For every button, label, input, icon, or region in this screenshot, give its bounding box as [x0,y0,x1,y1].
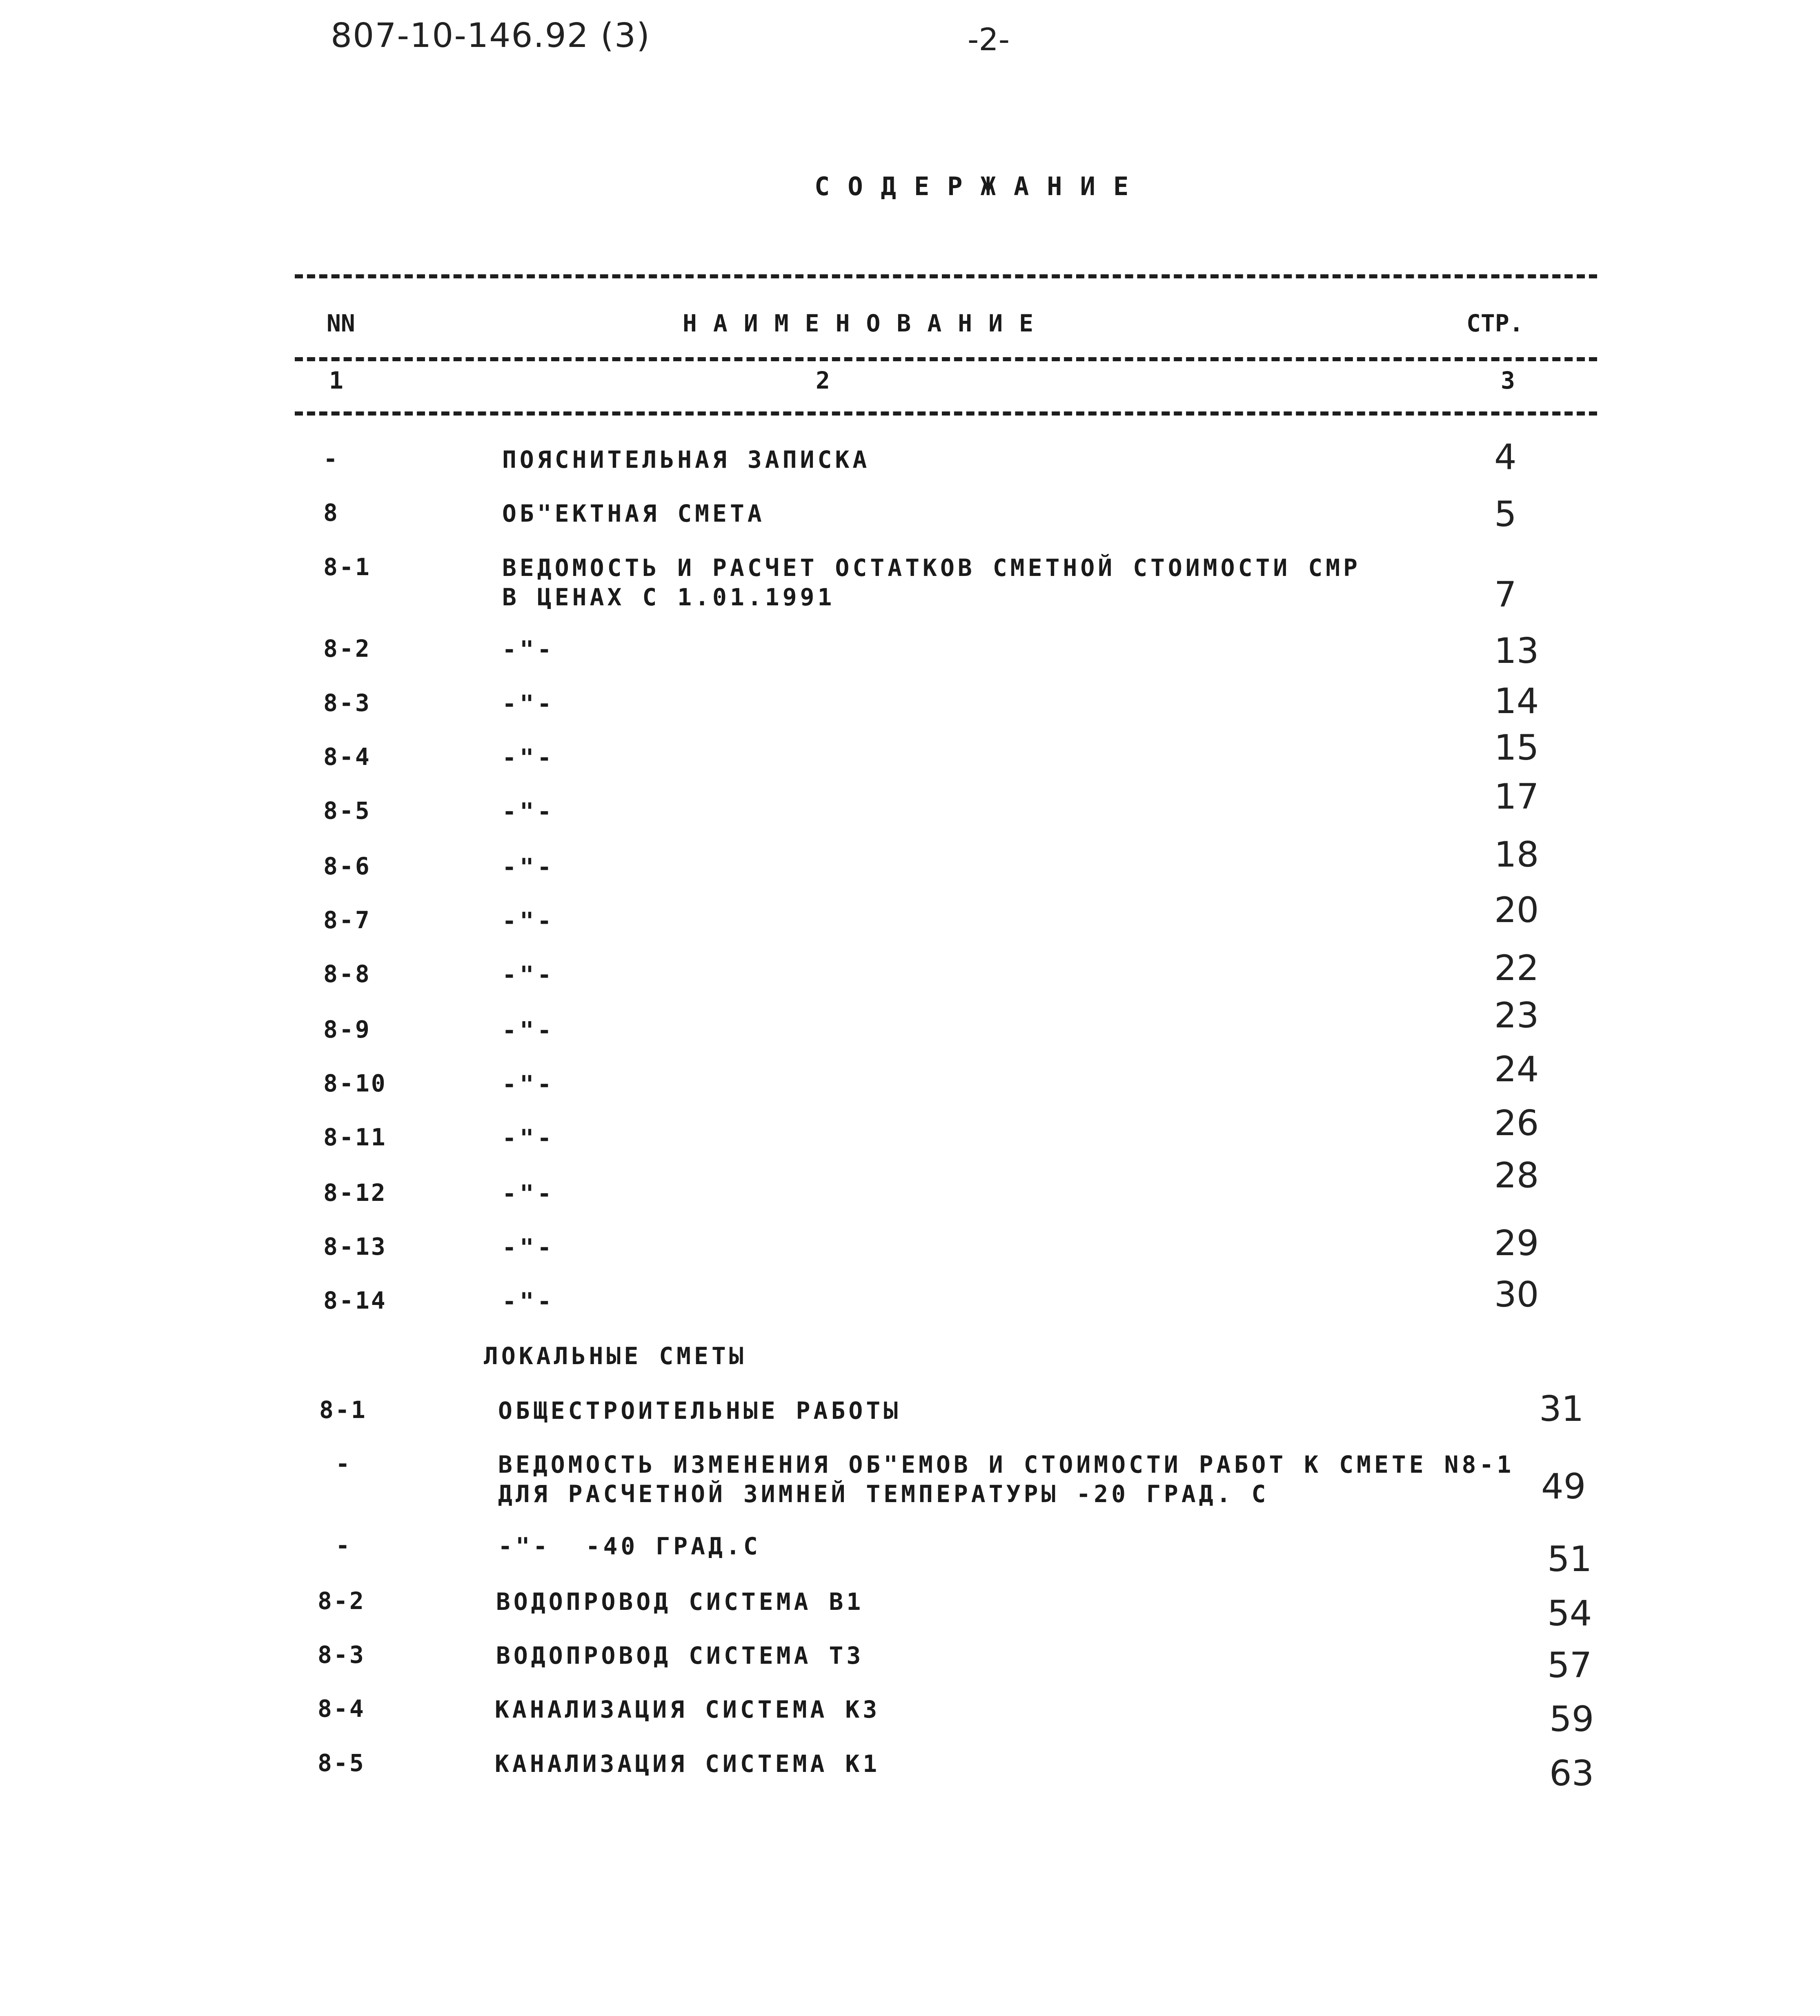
table-row [0,890,1820,955]
table-top-rule [295,274,1597,278]
row-page: 4 [1494,437,1517,478]
row-page: 28 [1494,1155,1539,1196]
row-page: 51 [1547,1539,1592,1580]
row-code: 8-4 [323,743,371,771]
contents-title: СОДЕРЖАНИЕ [814,171,1147,201]
row-code: 8-2 [323,635,371,662]
column-header-page: СТР. [1466,309,1524,337]
table-row [0,1274,1820,1336]
column-number-3: 3 [1501,367,1515,394]
table-row [0,631,1820,684]
row-code: 8-3 [318,1641,365,1669]
row-page: 13 [1494,631,1539,671]
row-name: -"- [502,1287,555,1315]
row-code: 8-4 [318,1695,365,1723]
table-row [0,1695,1820,1744]
row-code: 8-1 [319,1396,367,1424]
row-name: -"- [502,1180,555,1207]
row-code: 8-5 [323,797,371,825]
table-row [0,1641,1820,1690]
row-page: 31 [1539,1389,1584,1429]
row-name: ВЕДОМОСТЬ И РАСЧЕТ ОСТАТКОВ СМЕТНОЙ СТОИМОСТИ СМР В ЦЕНАХ С 1.01.1991 [502,554,1361,611]
table-row [0,1049,1820,1118]
row-name: -"- [502,1016,555,1044]
table-row [0,1531,1820,1580]
table-row [0,437,1820,494]
row-name: -"- -40 ГРАД.С [498,1532,761,1560]
row-page: 23 [1494,995,1539,1036]
row-name: ВОДОПРОВОД СИСТЕМА В1 [496,1588,864,1616]
table-row [0,834,1820,901]
document-code: 807-10-146.92 (3) [331,16,651,55]
row-code: 8-11 [323,1123,387,1151]
row-name: ПОЯСНИТЕЛЬНАЯ ЗАПИСКА [502,446,870,473]
table-row [0,681,1820,738]
row-page: 29 [1494,1223,1539,1264]
row-page: 49 [1541,1466,1586,1507]
row-name: ОБЩЕСТРОИТЕЛЬНЫЕ РАБОТЫ [498,1397,901,1425]
row-code: 8-14 [323,1287,387,1314]
table-row [0,1749,1820,1798]
row-page: 59 [1549,1699,1594,1740]
row-code: 8-5 [318,1749,365,1777]
row-page: 18 [1494,834,1539,875]
row-page: 14 [1494,681,1539,722]
table-row [0,727,1820,792]
row-page: 15 [1494,727,1539,768]
table-row [0,948,1820,1009]
table-row [0,1103,1820,1172]
row-code: - [336,1450,352,1478]
page-number: -2- [968,21,1010,58]
row-code: 8-10 [323,1069,387,1097]
row-code: - [336,1531,352,1559]
row-code: 8-3 [323,689,371,717]
table-row [0,1223,1820,1282]
column-number-2: 2 [816,367,830,394]
table-row [0,995,1820,1065]
row-page: 20 [1494,890,1539,931]
row-name: КАНАЛИЗАЦИЯ СИСТЕМА К1 [495,1750,881,1778]
row-code: 8-7 [323,906,371,934]
row-name: -"- [502,690,555,718]
row-page: 54 [1547,1593,1592,1634]
table-row [0,553,1820,615]
column-header-number: NN [327,309,355,337]
row-code: - [323,445,339,473]
row-name: КАНАЛИЗАЦИЯ СИСТЕМА К3 [495,1696,881,1723]
row-page: 22 [1494,948,1539,989]
table-row [0,1389,1820,1445]
row-name: ВОДОПРОВОД СИСТЕМА Т3 [496,1642,864,1669]
row-name: -"- [502,798,555,825]
table-row [0,494,1820,548]
row-page: 26 [1494,1103,1539,1144]
column-header-name: НАИМЕНОВАНИЕ [683,309,1050,337]
row-page: 7 [1494,574,1517,615]
row-name: -"- [502,1070,555,1098]
row-name: -"- [502,907,555,935]
row-code: 8-2 [318,1587,365,1615]
row-name: -"- [502,853,555,881]
row-name: ВЕДОМОСТЬ ИЗМЕНЕНИЯ ОБ"ЕМОВ И СТОИМОСТИ РАБОТ К СМЕТЕ N8-1 ДЛЯ РАСЧЕТНОЙ ЗИМНЕЙ ТЕМПЕРАТУРЫ -20 ГРАД. С [498,1451,1515,1508]
section-title-local-estimates: ЛОКАЛЬНЫЕ СМЕТЫ [484,1342,747,1370]
row-page: 17 [1494,776,1539,817]
column-number-rule [295,411,1597,416]
row-name: -"- [502,961,555,989]
row-code: 8 [323,499,339,527]
row-code: 8-9 [323,1016,371,1043]
row-name: ОБ"ЕКТНАЯ СМЕТА [502,500,765,527]
row-name: -"- [502,636,555,663]
column-number-1: 1 [329,367,343,394]
row-name: -"- [502,1234,555,1261]
table-row [0,1155,1820,1228]
row-page: 30 [1494,1274,1539,1315]
row-page: 57 [1547,1645,1592,1686]
header-rule [295,357,1597,361]
table-row [0,776,1820,846]
row-code: 8-8 [323,960,371,988]
row-page: 63 [1549,1753,1594,1794]
row-page: 5 [1494,494,1517,535]
table-row [0,1450,1820,1508]
row-name: -"- [502,1124,555,1152]
table-row [0,1587,1820,1636]
row-code: 8-12 [323,1179,387,1207]
row-page: 24 [1494,1049,1539,1090]
row-code: 8-13 [323,1233,387,1260]
row-name: -"- [502,744,555,771]
row-code: 8-6 [323,852,371,880]
row-code: 8-1 [323,553,371,581]
